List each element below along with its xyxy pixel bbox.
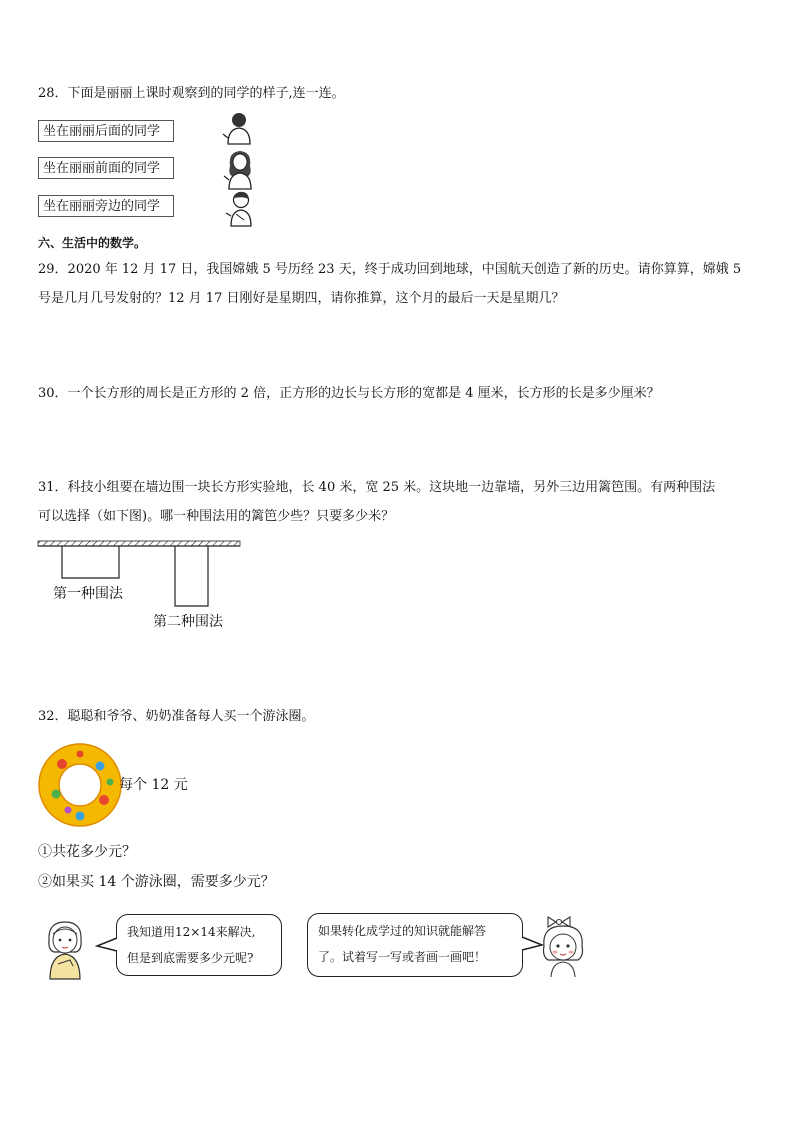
bubble-right-line-2: 了。试着写一写或者画一画吧！ [318, 950, 487, 964]
speech-bubble-left [116, 914, 282, 976]
section-6-title: 六、生活中的数学。 [38, 236, 147, 250]
girl-with-bow-icon [538, 916, 588, 978]
child-back-view-icon[interactable] [222, 110, 256, 146]
q29-text [38, 255, 758, 313]
q32-sub-1: ①共花多少元？ [38, 844, 136, 860]
q29-line-1: 29．2020 年 12 月 17 日，我国嫦娥 5 号历经 23 天，终于成功回到地球，中国航天创造了新的历史。请你算算，嫦娥 5 [38, 262, 742, 277]
q30-text: 30．一个长方形的周长是正方形的 2 倍，正方形的边长与长方形的宽都是 4 厘米，长方形的长是多少厘米？ [38, 386, 660, 401]
q31-line-2: 可以选择（如下图)。哪一种围法用的篱笆少些？只要多少米？ [38, 509, 395, 524]
bubble-left-line-1: 我知道用12×14来解决, [127, 925, 256, 939]
match-box-beside[interactable]: 坐在丽丽旁边的同学 [38, 195, 174, 217]
child-front-view-icon[interactable] [224, 148, 256, 190]
match-box-front[interactable]: 坐在丽丽前面的同学 [38, 157, 174, 179]
fence-method-1 [62, 546, 119, 578]
match-box-behind[interactable]: 坐在丽丽后面的同学 [38, 120, 174, 142]
q32-sub-2: ②如果买 14 个游泳圈，需要多少元？ [38, 874, 275, 890]
q31-line-1: 31．科技小组要在墙边围一块长方形实验地，长 40 米，宽 25 米。这块地一边靠墙，另外三边用篱笆围。有两种围法 [38, 480, 716, 495]
method-2-label: 第二种围法 [153, 614, 223, 630]
bubble-left-tail [96, 936, 118, 954]
price-label: 每个 12 元 [119, 777, 188, 793]
speech-bubble-right [307, 913, 523, 977]
child-side-view-icon[interactable] [226, 190, 256, 228]
wall [38, 541, 240, 546]
fence-method-2 [175, 546, 208, 606]
q31-text [38, 473, 758, 531]
bubble-right-line-1: 如果转化成学过的知识就能解答 [318, 924, 487, 938]
bubble-left-line-2: 但是到底需要多少元呢? [127, 951, 254, 965]
q32-title: 32．聪聪和爷爷、奶奶准备每人买一个游泳圈。 [38, 709, 315, 724]
swim-ring-icon [38, 742, 122, 828]
q28-title: 28．下面是丽丽上课时观察到的同学的样子,连一连。 [38, 86, 345, 101]
q29-line-2: 号是几月几号发射的？12 月 17 日刚好是星期四，请你推算，这个月的最后一天是星期几？ [38, 291, 565, 306]
method-1-label: 第一种围法 [53, 586, 123, 602]
boy-thinking-icon [40, 916, 90, 980]
